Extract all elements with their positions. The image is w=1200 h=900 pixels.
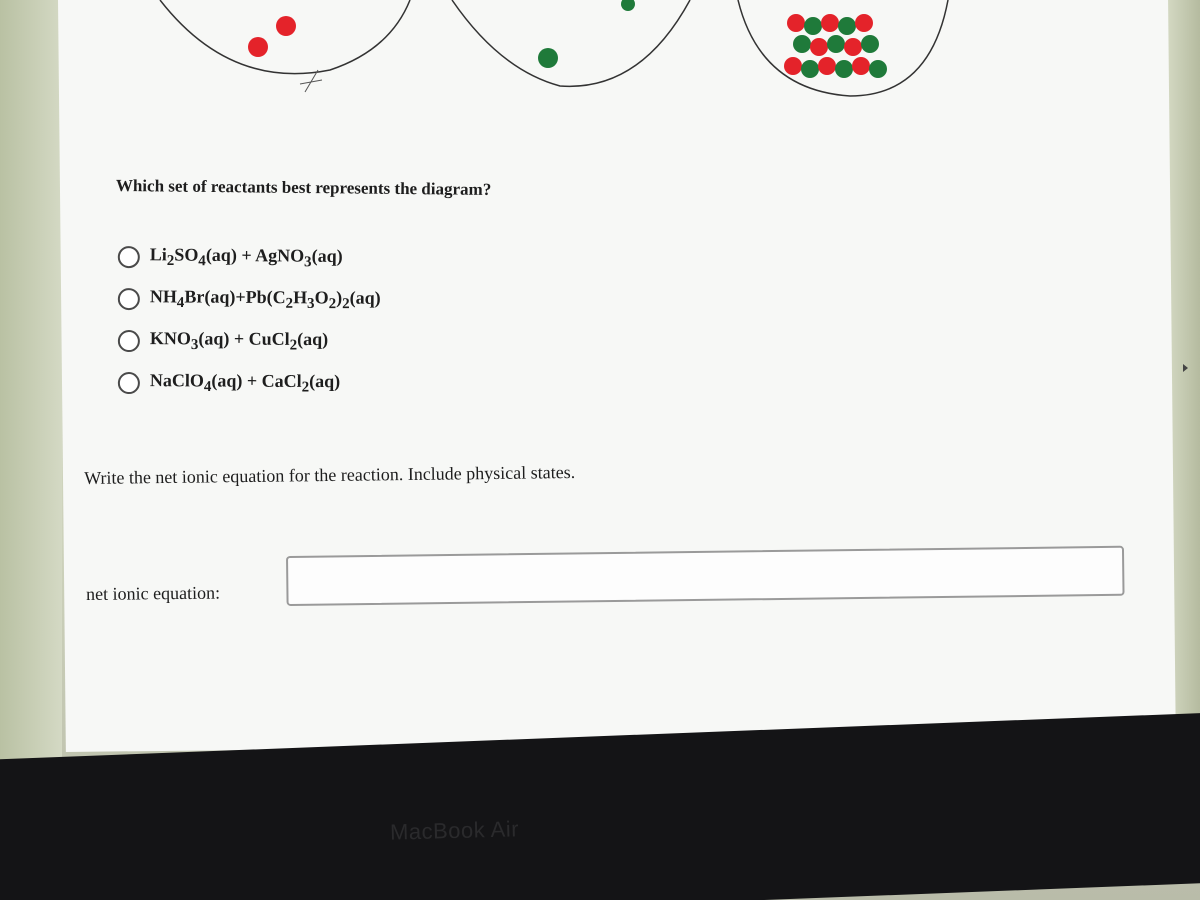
radio-button[interactable] [118, 372, 140, 394]
net-ionic-equation-input[interactable] [286, 546, 1125, 606]
net-ionic-equation-label: net ionic equation: [86, 582, 221, 604]
red-particle [852, 57, 870, 75]
red-particle [844, 38, 862, 56]
green-particle [804, 17, 822, 35]
option-label: $NH_4Br(aq)+Pb(C_2H_3O_2)_2(aq)$ [149, 286, 381, 313]
container-middle-arc [452, 0, 690, 86]
radio-button[interactable] [118, 330, 140, 352]
answer-options [118, 236, 381, 404]
red-particle [784, 57, 802, 75]
option-kno3-cucl2[interactable] [118, 320, 381, 363]
laptop-brand-label: MacBook Air [389, 816, 520, 845]
radio-button[interactable] [118, 246, 140, 268]
radio-button[interactable] [118, 288, 140, 310]
red-particle [248, 37, 268, 57]
green-particle [869, 60, 887, 78]
mouse-pointer-icon [1183, 364, 1188, 372]
green-particle [835, 60, 853, 78]
red-particle [810, 38, 828, 56]
option-label: NaClO$_4$(aq) + CaCl$_2$(aq) [149, 370, 341, 396]
precipitate-cluster [784, 14, 887, 78]
red-particle [276, 16, 296, 36]
green-particle [861, 35, 879, 53]
option-naclo4-cacl2[interactable] [118, 362, 381, 405]
red-particle [821, 14, 839, 32]
green-particle [538, 48, 558, 68]
container-left-arc [160, 0, 410, 74]
instruction-text: Write the net ionic equation for the reaction. Include physical states. [84, 462, 576, 488]
option-label: $KNO_3(aq)$ + CuCl$_2$(aq) [149, 328, 329, 354]
green-particle [793, 35, 811, 53]
red-particle [855, 14, 873, 32]
option-li2so4-agno3[interactable] [118, 236, 381, 280]
green-particle [801, 60, 819, 78]
particle-diagram [0, 0, 1200, 140]
option-label: $Li_2SO_4(aq)$ + AgNO$_3$(aq) [149, 244, 343, 271]
green-particle [827, 35, 845, 53]
green-particle [838, 17, 856, 35]
question-text: Which set of reactants best represents the diagram? [115, 176, 492, 199]
red-particle [818, 57, 836, 75]
red-particle [787, 14, 805, 32]
option-nh4br-pbac2[interactable] [118, 278, 381, 322]
green-particle [621, 0, 635, 11]
